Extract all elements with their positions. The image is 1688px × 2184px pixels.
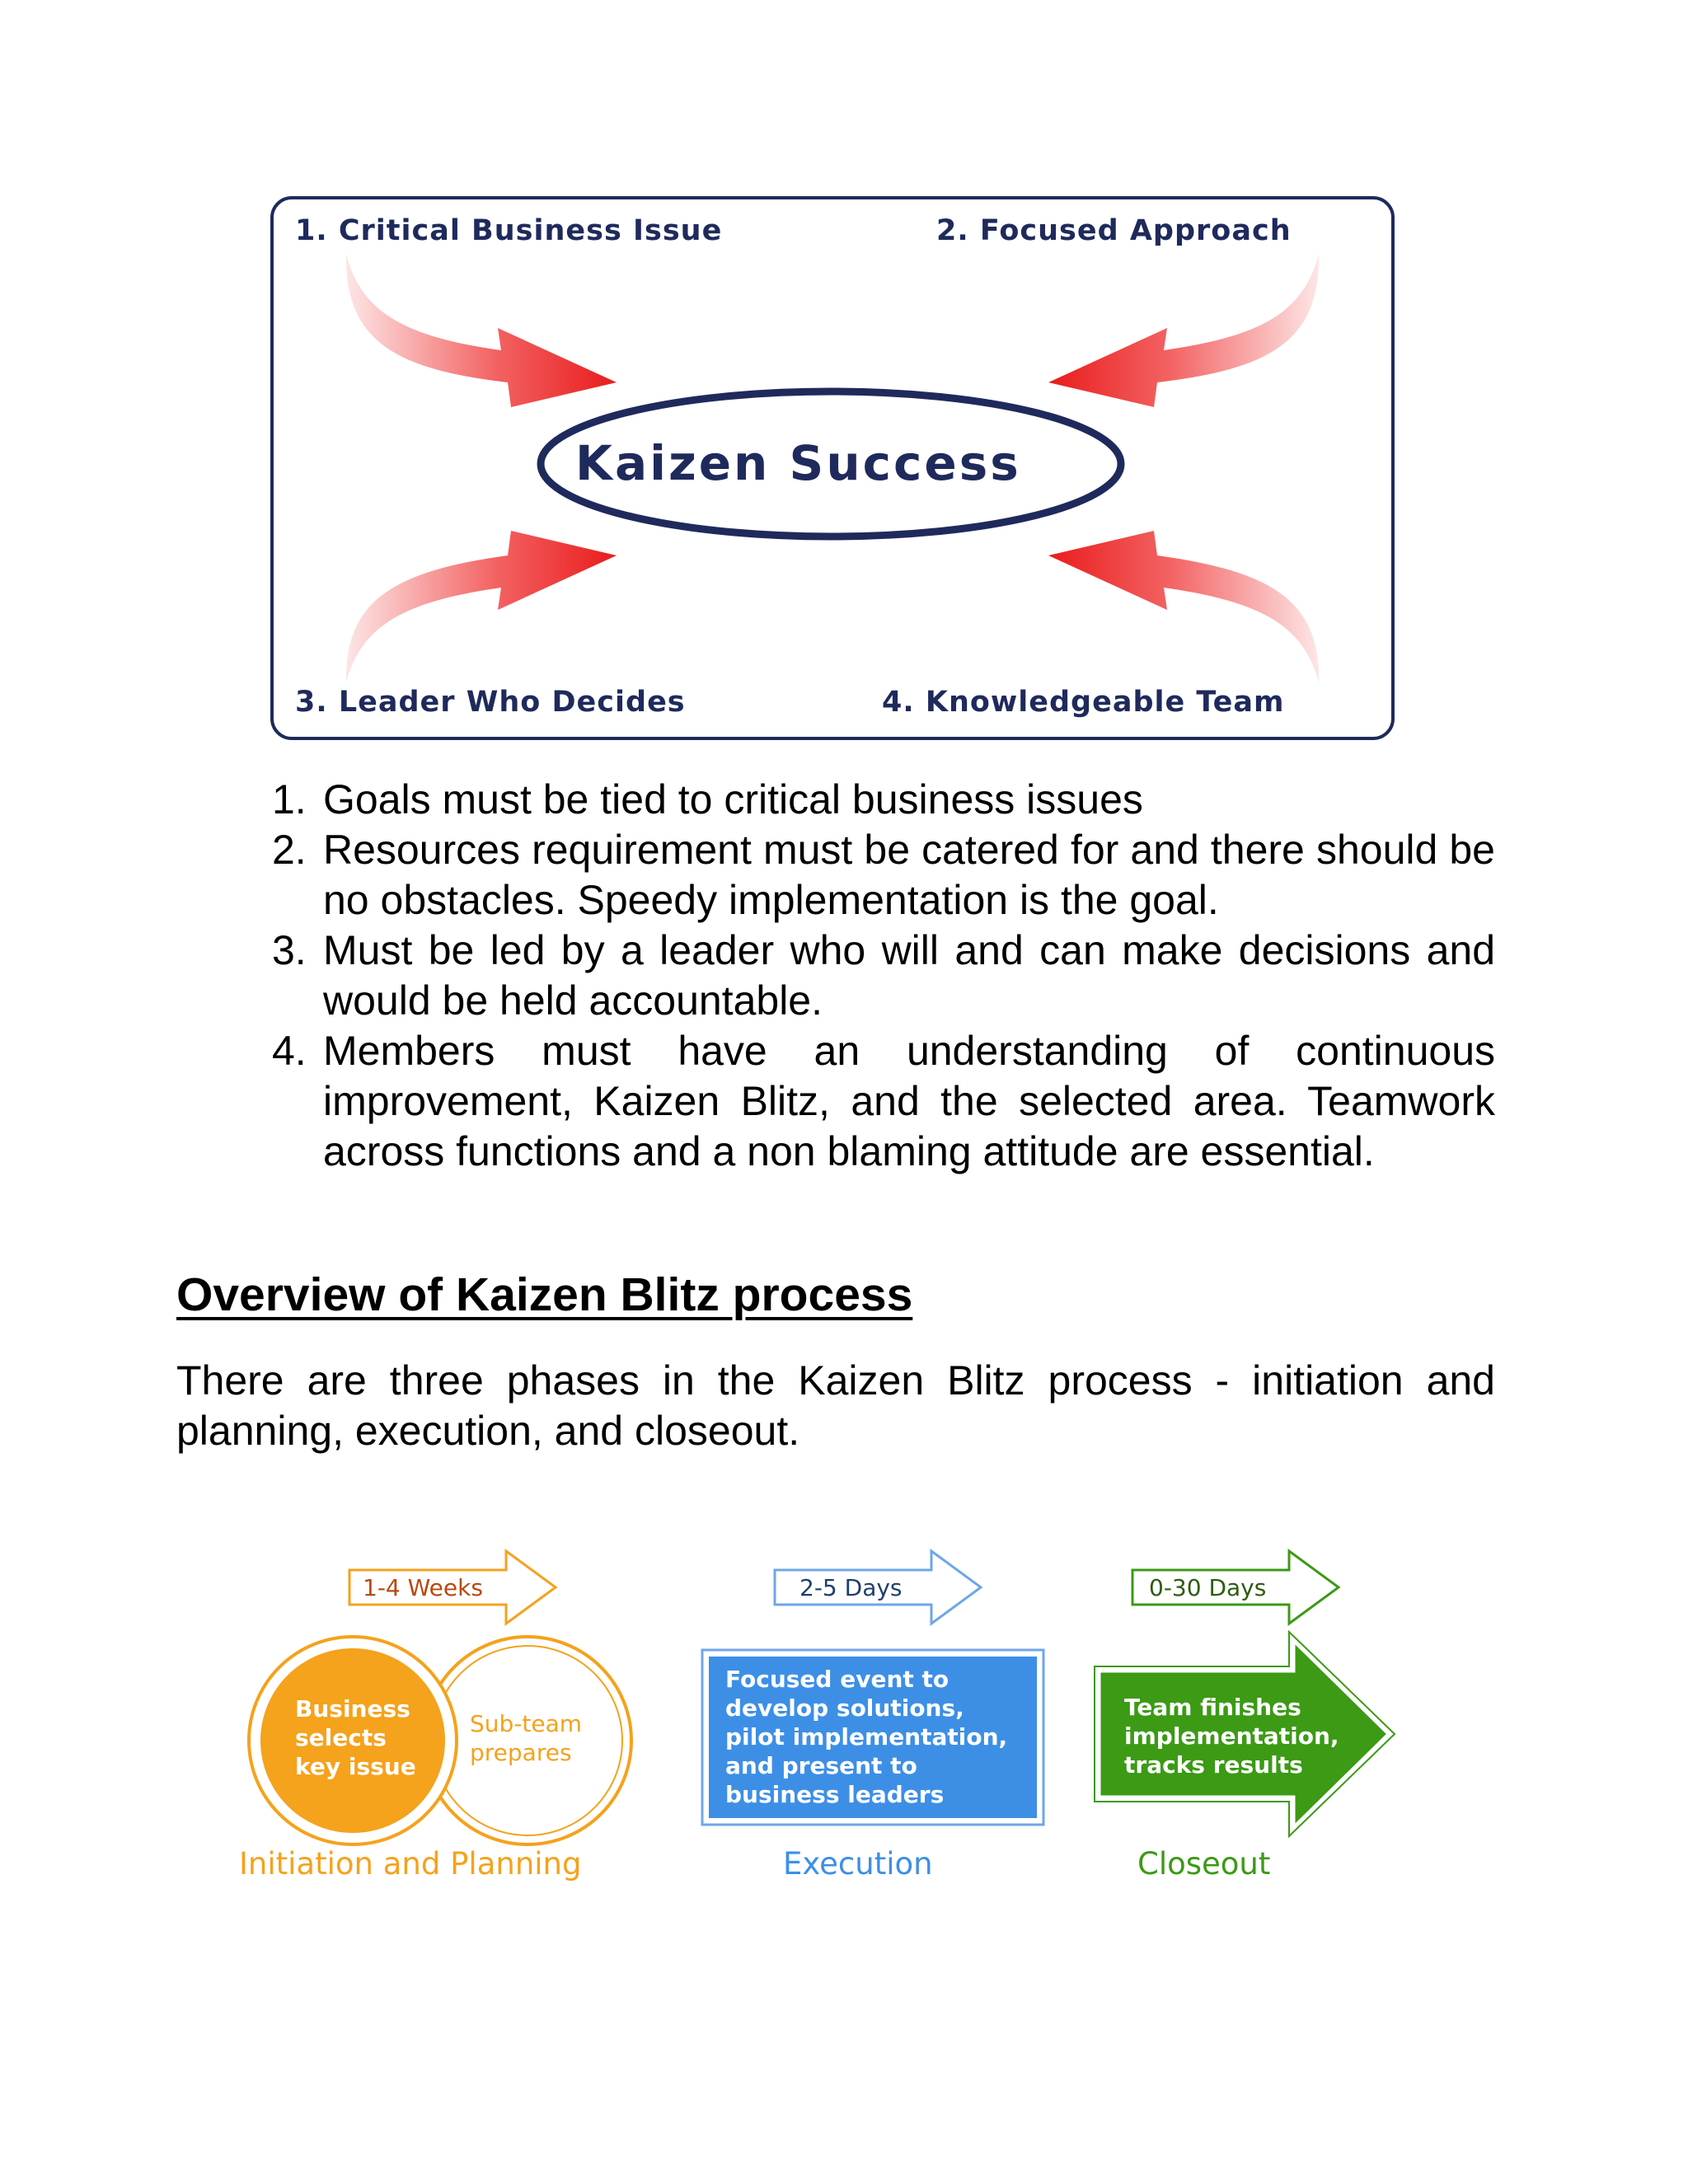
phase-label-execution: Execution xyxy=(783,1846,933,1882)
list-item xyxy=(272,825,1495,926)
list-number: 4. xyxy=(272,1028,307,1074)
list-text: Goals must be tied to critical business issues xyxy=(323,776,1143,823)
sub-team-step-text: Sub-team prepares xyxy=(470,1710,583,1766)
corner-label-1: 1. Critical Business Issue xyxy=(295,214,723,247)
corner-label-2: 2. Focused Approach xyxy=(936,214,1292,247)
closeout-step-text: Team finishes implementation, tracks results xyxy=(1124,1694,1339,1779)
kaizen-success-label: Kaizen Success xyxy=(575,435,1021,491)
list-text: Resources requirement must be catered for and there should be no obstacles. Speedy implementation is the goal. xyxy=(323,827,1495,923)
execution-step-text: Focused event to develop solutions, pilot implementation, and present to business leaders xyxy=(725,1666,1008,1808)
list-item xyxy=(272,1026,1495,1177)
corner-label-3: 3. Leader Who Decides xyxy=(295,686,686,719)
section-heading: Overview of Kaizen Blitz process xyxy=(176,1268,913,1321)
intro-paragraph: There are three phases in the Kaizen Blitz process - initiation and planning, execution, and closeout. xyxy=(176,1357,1495,1454)
corner-label-4: 4. Knowledgeable Team xyxy=(882,686,1285,719)
list-number: 1. xyxy=(272,776,307,823)
kaizen-phases-diagram xyxy=(231,1533,1418,1896)
list-text: Members must have an understanding of continuous improvement, Kaizen Blitz, and the selected area. Teamwork across functions and a non blaming attitude are essential. xyxy=(323,1028,1495,1174)
goals-list xyxy=(272,775,1495,1177)
phase-label-closeout: Closeout xyxy=(1137,1846,1271,1882)
list-number: 3. xyxy=(272,927,307,973)
kaizen-success-diagram xyxy=(270,196,1395,740)
list-item xyxy=(272,926,1495,1026)
duration-label-execution: 2-5 Days xyxy=(799,1574,903,1601)
business-step-text: Business selects key issue xyxy=(295,1695,416,1780)
phase-label-initiation: Initiation and Planning xyxy=(239,1846,582,1882)
duration-label-closeout: 0-30 Days xyxy=(1149,1574,1267,1601)
list-number: 2. xyxy=(272,827,307,873)
list-item xyxy=(272,775,1495,825)
duration-label-initiation: 1-4 Weeks xyxy=(363,1574,483,1601)
list-text: Must be led by a leader who will and can make decisions and would be held accountable. xyxy=(323,927,1495,1024)
